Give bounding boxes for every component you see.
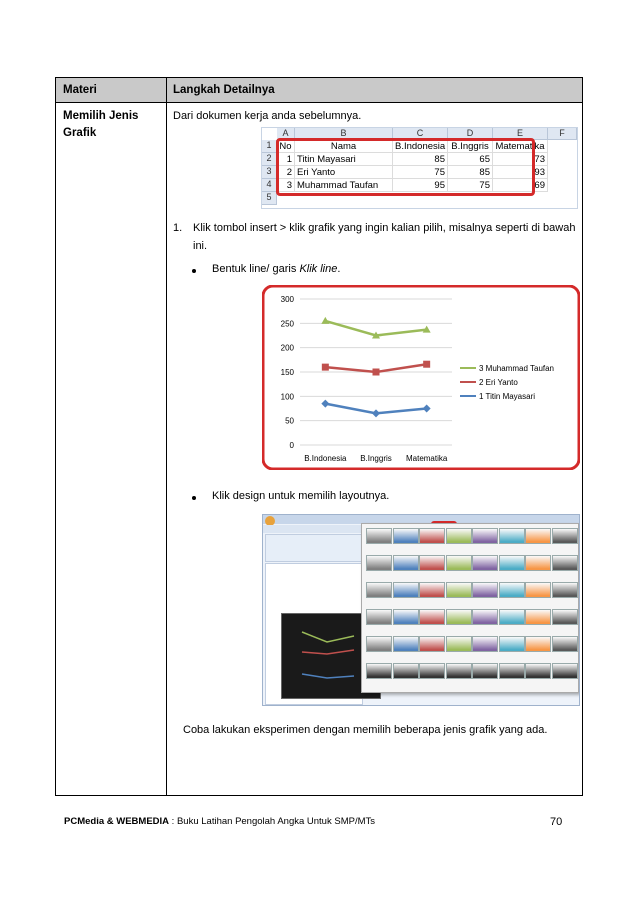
highlight-box-data: [276, 138, 535, 196]
chart-style-thumbnail[interactable]: [552, 582, 578, 598]
intro-text: Dari dokumen kerja anda sebelumnya.: [173, 110, 362, 122]
row-header: 2: [262, 153, 277, 166]
chart-style-thumbnail[interactable]: [393, 636, 419, 652]
chart-style-thumbnail[interactable]: [393, 582, 419, 598]
table-cell: 2: [277, 166, 295, 179]
bullet2-text: Klik design untuk memilih layoutnya.: [212, 490, 390, 502]
table-cell: Titin Mayasari: [295, 153, 393, 166]
table-cell: 1: [277, 153, 295, 166]
chart-style-thumbnail[interactable]: [525, 636, 551, 652]
legend-label: 3 Muhammad Taufan: [479, 364, 555, 373]
row-header: 3: [262, 166, 277, 179]
chart-style-thumbnail[interactable]: [446, 528, 472, 544]
chart-style-thumbnail[interactable]: [552, 663, 578, 679]
chart-highlight-frame: [263, 286, 579, 469]
chart-style-thumbnail[interactable]: [525, 663, 551, 679]
column-header: A: [277, 128, 295, 140]
header-materi: Materi: [63, 84, 97, 96]
chart-style-thumbnail[interactable]: [552, 609, 578, 625]
chart-style-thumbnail[interactable]: [366, 582, 392, 598]
legend-label: 1 Titin Mayasari: [479, 392, 536, 401]
table-cell: 3: [277, 179, 295, 192]
chart-style-thumbnail[interactable]: [525, 528, 551, 544]
chart-style-thumbnail[interactable]: [499, 663, 525, 679]
chart-style-thumbnail[interactable]: [472, 528, 498, 544]
table-cell: 85: [393, 153, 448, 166]
chart-styles-gallery[interactable]: [361, 523, 579, 693]
x-tick-label: B.Indonesia: [304, 454, 347, 463]
row-label-line1: Memilih Jenis: [63, 110, 139, 122]
table-cell: 93: [493, 166, 548, 179]
table-header-row: [56, 78, 582, 103]
chart-style-thumbnail[interactable]: [446, 609, 472, 625]
table-cell: Eri Yanto: [295, 166, 393, 179]
column-header: E: [493, 128, 548, 140]
chart-style-thumbnail[interactable]: [525, 609, 551, 625]
header-cell: B.Indonesia: [393, 140, 448, 153]
y-tick-label: 250: [280, 319, 294, 329]
chart-style-thumbnail[interactable]: [472, 555, 498, 571]
y-tick-label: 200: [280, 343, 294, 353]
row-header: 1: [262, 140, 277, 153]
y-tick-label: 150: [280, 368, 294, 377]
chart-style-thumbnail[interactable]: [499, 609, 525, 625]
chart-style-thumbnail[interactable]: [552, 636, 578, 652]
row-label-line2: Grafik: [63, 127, 97, 139]
header-cell: Nama: [295, 140, 393, 153]
ribbon-buttons: [265, 534, 363, 562]
chart-style-thumbnail[interactable]: [525, 555, 551, 571]
chart-style-thumbnail[interactable]: [472, 663, 498, 679]
chart-style-thumbnail[interactable]: [552, 528, 578, 544]
chart-style-thumbnail[interactable]: [419, 528, 445, 544]
chart-style-thumbnail[interactable]: [366, 609, 392, 625]
chart-style-thumbnail[interactable]: [366, 528, 392, 544]
table-cell: 73: [493, 153, 548, 166]
chart-style-thumbnail[interactable]: [393, 663, 419, 679]
column-header: F: [548, 128, 577, 140]
table-cell: 69: [493, 179, 548, 192]
y-tick-label: 300: [280, 295, 294, 304]
design-screenshot: [262, 514, 580, 706]
chart-style-thumbnail[interactable]: [446, 663, 472, 679]
chart-style-thumbnail[interactable]: [393, 528, 419, 544]
chart-style-thumbnail[interactable]: [419, 582, 445, 598]
header-cell: B.Inggris: [448, 140, 493, 153]
chart-style-thumbnail[interactable]: [499, 582, 525, 598]
table-cell: 95: [393, 179, 448, 192]
step1-line1: Klik tombol insert > klik grafik yang ingin kalian pilih, misalnya seperti di bawah: [193, 222, 576, 234]
chart-style-thumbnail[interactable]: [525, 582, 551, 598]
step1-line2: ini.: [193, 240, 208, 252]
page-number: 70: [550, 816, 563, 828]
column-header: C: [393, 128, 448, 140]
chart-style-thumbnail[interactable]: [366, 663, 392, 679]
chart-style-thumbnail[interactable]: [472, 582, 498, 598]
y-tick-label: 0: [289, 441, 294, 450]
footer-left: PCMedia & WEBMEDIA : Buku Latihan Pengolah Angka Untuk SMP/MTs: [64, 816, 375, 827]
bullet-icon: [192, 496, 196, 500]
table-cell: 65: [448, 153, 493, 166]
line-chart: [262, 285, 580, 470]
chart-style-thumbnail[interactable]: [499, 528, 525, 544]
row-header: 5: [262, 192, 277, 205]
table-cell: 85: [448, 166, 493, 179]
chart-style-thumbnail[interactable]: [393, 609, 419, 625]
closing-text: Coba lakukan eksperimen dengan memilih beberapa jenis grafik yang ada.: [183, 724, 548, 736]
step1-number: 1.: [173, 222, 183, 234]
chart-style-thumbnail[interactable]: [446, 582, 472, 598]
chart-style-thumbnail[interactable]: [419, 609, 445, 625]
chart-style-thumbnail[interactable]: [446, 555, 472, 571]
table-cell: Muhammad Taufan: [295, 179, 393, 192]
chart-style-thumbnail[interactable]: [366, 555, 392, 571]
header-cell: No: [277, 140, 295, 153]
legend-label: 2 Eri Yanto: [479, 378, 518, 387]
table-cell: 75: [448, 179, 493, 192]
column-header: B: [295, 128, 393, 140]
row-header: 4: [262, 179, 277, 192]
bullet1-text: Bentuk line/ garis Klik line.: [212, 263, 341, 275]
chart-style-thumbnail[interactable]: [499, 555, 525, 571]
header-langkah: Langkah Detailnya: [173, 84, 275, 96]
y-tick-label: 100: [280, 392, 294, 402]
data-point: [373, 369, 380, 376]
x-tick-label: Matematika: [405, 454, 448, 463]
bullet-icon: [192, 269, 196, 273]
column-divider: [166, 78, 167, 795]
table-cell: 75: [393, 166, 448, 179]
y-tick-label: 50: [285, 416, 294, 426]
x-tick-label: B.Inggris: [360, 454, 392, 463]
chart-style-thumbnail[interactable]: [472, 609, 498, 625]
chart-style-thumbnail[interactable]: [419, 555, 445, 571]
data-point: [423, 361, 430, 368]
chart-style-thumbnail[interactable]: [419, 663, 445, 679]
column-header: D: [448, 128, 493, 140]
chart-style-thumbnail[interactable]: [446, 636, 472, 652]
chart-style-thumbnail[interactable]: [472, 636, 498, 652]
data-point: [322, 364, 329, 371]
header-cell: Matematika: [493, 140, 548, 153]
chart-style-thumbnail[interactable]: [552, 555, 578, 571]
chart-style-thumbnail[interactable]: [499, 636, 525, 652]
chart-style-thumbnail[interactable]: [419, 636, 445, 652]
chart-style-thumbnail[interactable]: [366, 636, 392, 652]
chart-style-thumbnail[interactable]: [393, 555, 419, 571]
